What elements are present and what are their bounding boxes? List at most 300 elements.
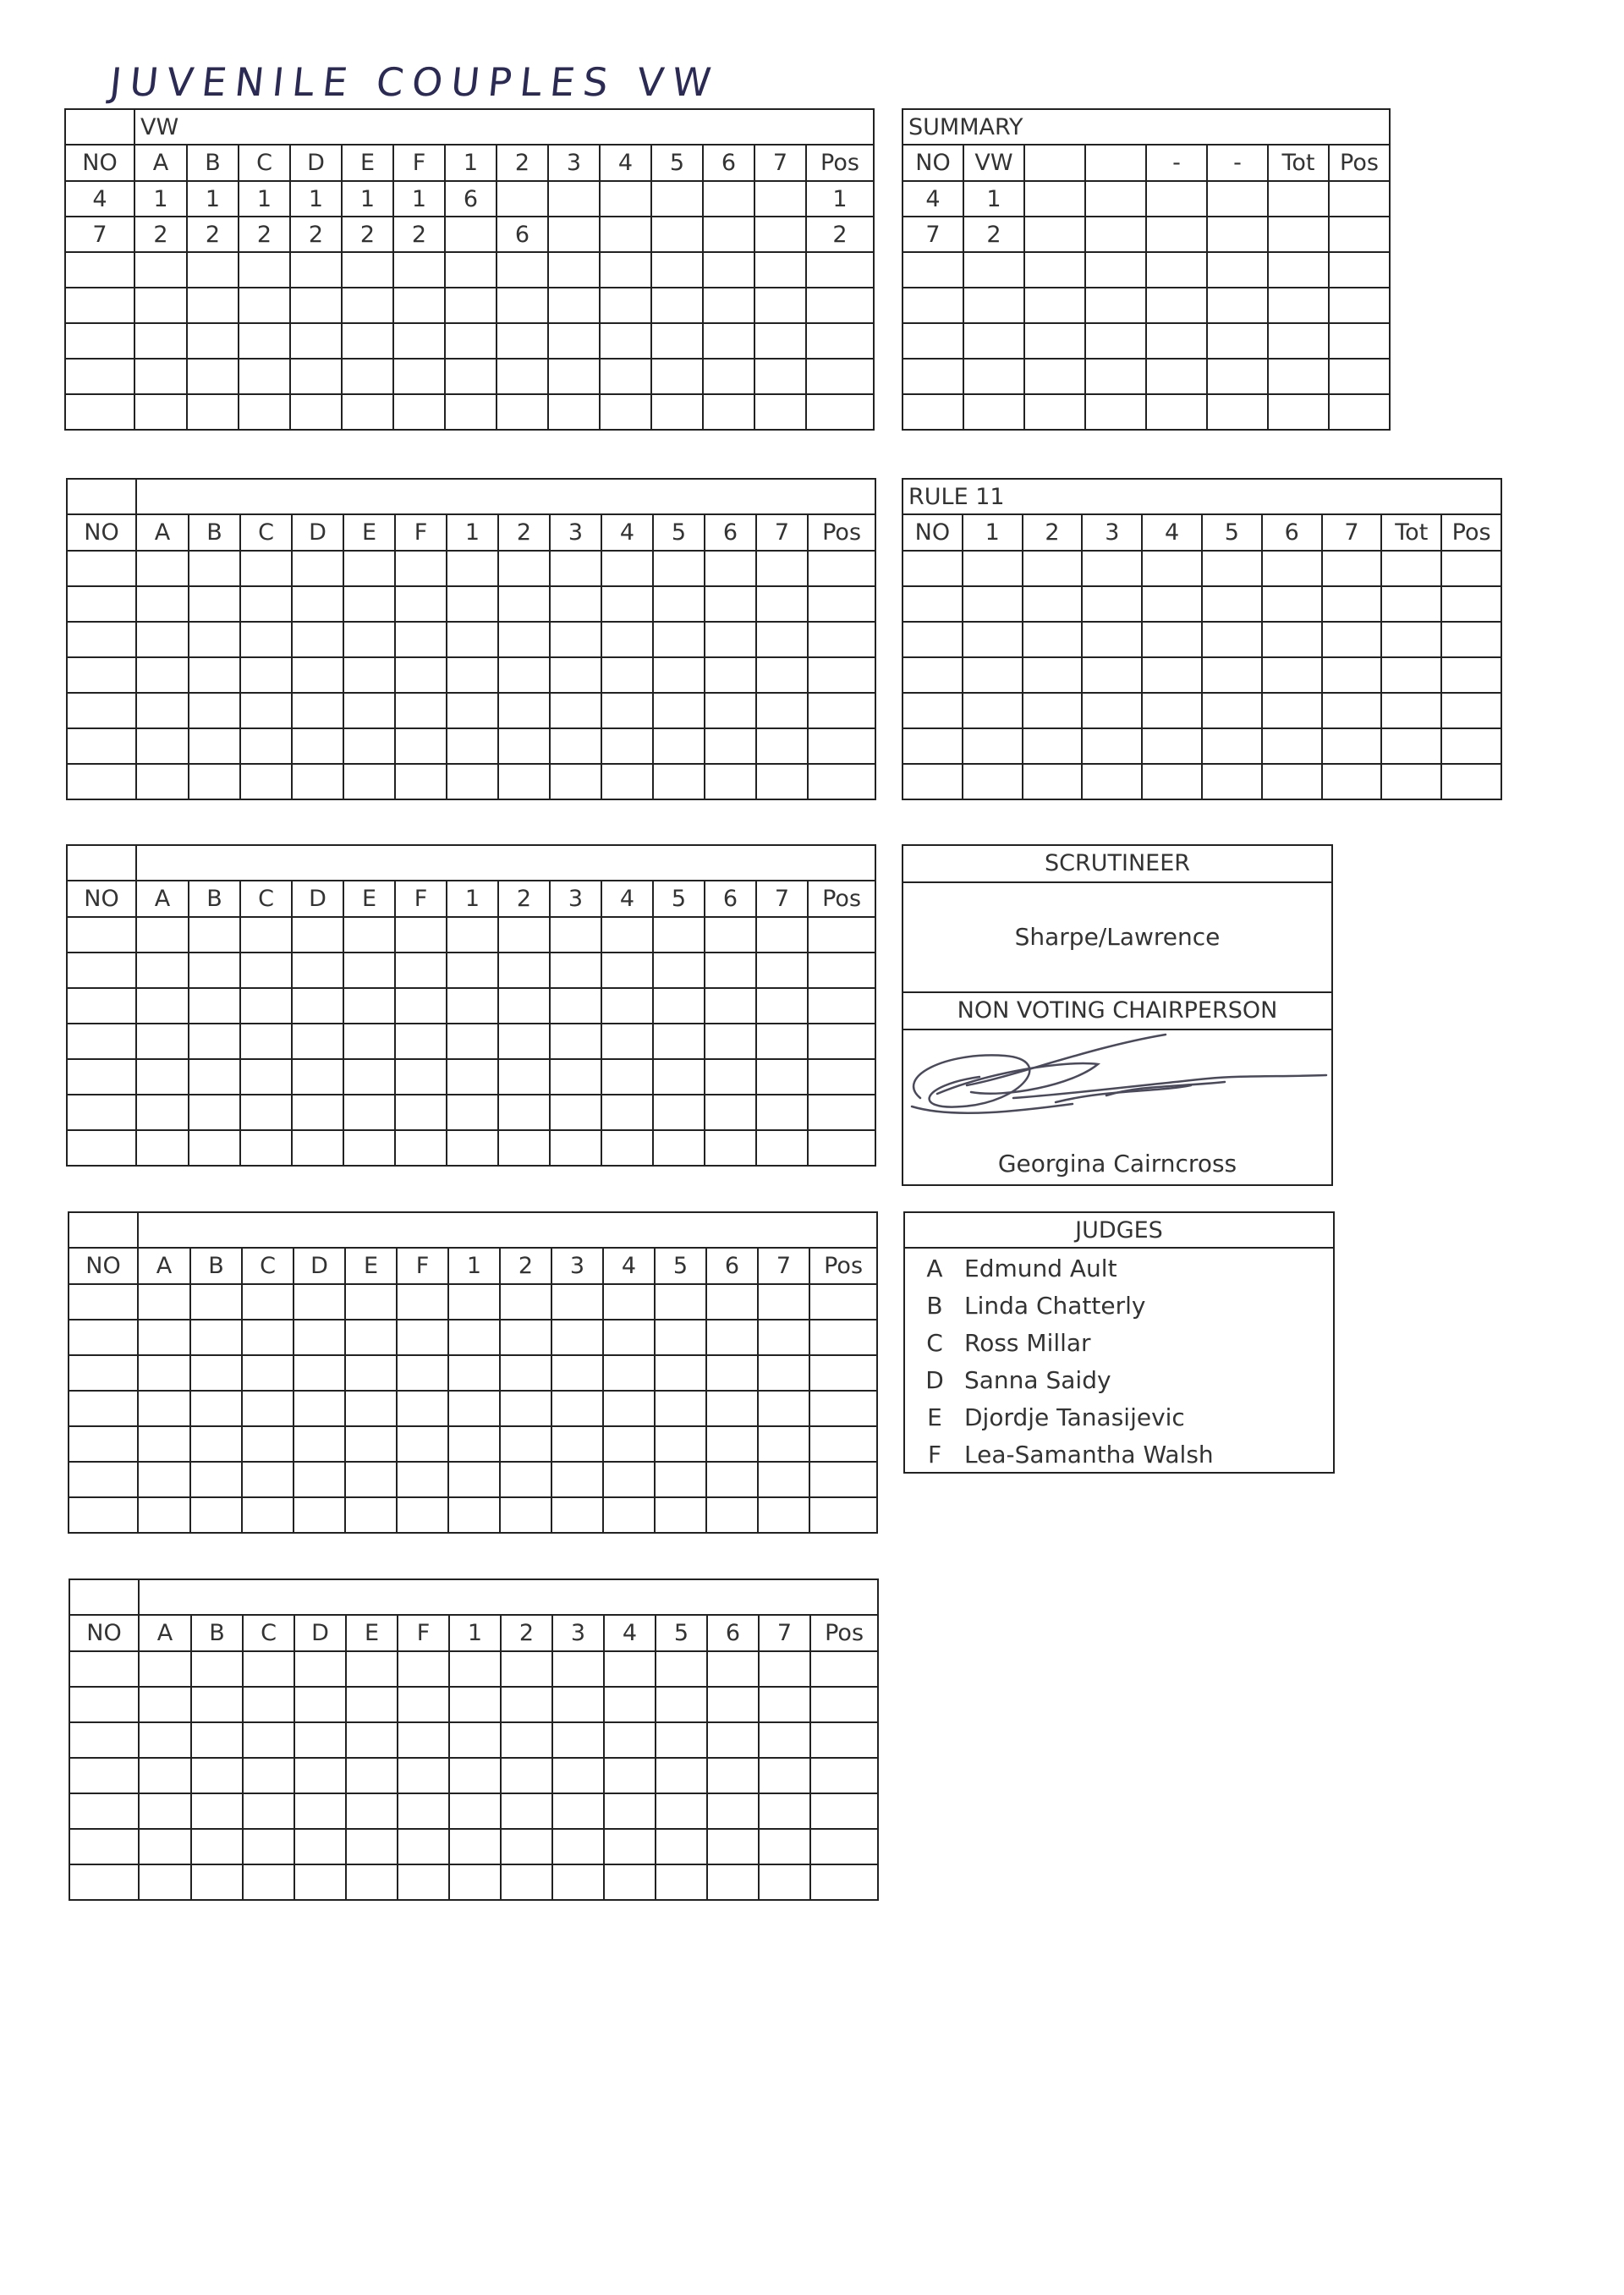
mark-cell <box>138 1497 190 1533</box>
mark-cell <box>756 728 808 764</box>
mark-cell <box>345 1462 397 1497</box>
mark-cell <box>398 1722 449 1758</box>
rule11-cell <box>1381 764 1441 799</box>
couple-number-cell <box>67 693 136 728</box>
mark-cell <box>447 551 498 586</box>
mark-cell <box>500 1462 551 1497</box>
couple-number-cell: 4 <box>65 181 134 217</box>
column-header: C <box>242 1248 294 1284</box>
mark-cell <box>655 1426 706 1462</box>
mark-cell <box>292 1059 343 1095</box>
rule11-cell <box>1322 551 1382 586</box>
judge-item <box>905 1436 1333 1474</box>
mark-cell <box>294 1793 346 1829</box>
mark-cell <box>240 988 292 1024</box>
rule11-cell <box>1142 586 1202 622</box>
mark-cell <box>292 586 343 622</box>
mark-cell <box>397 1284 448 1320</box>
mark-cell <box>498 657 550 693</box>
mark-cell <box>292 622 343 657</box>
mark-cell <box>290 323 342 359</box>
mark-cell <box>139 1758 191 1793</box>
mark-cell <box>447 953 498 988</box>
mark-cell <box>601 1095 653 1130</box>
mark-cell <box>500 1284 551 1320</box>
mark-cell <box>447 988 498 1024</box>
column-header: E <box>342 145 393 181</box>
rule11-cell <box>1262 622 1322 657</box>
mark-cell <box>294 1722 346 1758</box>
rule11-cell <box>1142 551 1202 586</box>
rule11-header: 7 <box>1322 514 1382 551</box>
mark-cell <box>653 764 705 799</box>
rule11-cell <box>1142 657 1202 693</box>
marks-table <box>66 844 876 1167</box>
mark-cell <box>758 1426 809 1462</box>
couple-number-cell <box>67 764 136 799</box>
couple-number-cell <box>69 1497 138 1533</box>
column-header: F <box>395 881 447 917</box>
mark-cell <box>187 323 239 359</box>
couple-number-cell <box>69 1651 139 1687</box>
mark-cell <box>600 359 651 394</box>
mark-cell <box>243 1829 294 1864</box>
column-header: D <box>292 881 343 917</box>
column-header: 6 <box>705 514 756 551</box>
mark-cell <box>548 323 600 359</box>
summary-cell <box>1207 181 1268 217</box>
mark-cell <box>754 217 806 252</box>
rule11-cell <box>963 764 1023 799</box>
judge-item <box>905 1250 1333 1288</box>
couple-number-cell <box>67 1095 136 1130</box>
mark-cell <box>603 1462 655 1497</box>
mark-cell <box>447 622 498 657</box>
mark-cell <box>604 1829 656 1864</box>
mark-cell <box>600 252 651 288</box>
mark-cell <box>703 217 754 252</box>
table-row <box>69 1651 878 1687</box>
mark-cell <box>500 1497 551 1533</box>
summary-cell <box>1146 394 1207 430</box>
mark-cell <box>653 657 705 693</box>
mark-cell <box>551 1355 603 1391</box>
mark-cell <box>290 359 342 394</box>
column-header: F <box>398 1615 449 1651</box>
mark-cell <box>703 323 754 359</box>
mark-cell <box>808 764 875 799</box>
mark-cell <box>292 917 343 953</box>
mark-cell <box>343 764 395 799</box>
summary-cell <box>1268 252 1329 288</box>
column-header: E <box>343 514 395 551</box>
mark-cell <box>191 1829 243 1864</box>
mark-cell <box>136 586 189 622</box>
dance-corner <box>65 109 134 145</box>
summary-cell <box>1268 323 1329 359</box>
mark-cell <box>136 622 189 657</box>
mark-cell <box>447 657 498 693</box>
mark-cell <box>810 1651 878 1687</box>
mark-cell <box>705 551 756 586</box>
judge-name: Linda Chatterly <box>964 1292 1146 1320</box>
mark-cell <box>653 1059 705 1095</box>
summary-cell <box>1085 394 1146 430</box>
mark-cell <box>445 288 497 323</box>
mark-cell <box>600 394 651 430</box>
summary-cell <box>1024 394 1085 430</box>
column-header: 4 <box>603 1248 655 1284</box>
mark-cell <box>808 917 875 953</box>
table-row <box>65 288 874 323</box>
table-row <box>903 252 1390 288</box>
mark-cell <box>756 1130 808 1166</box>
mark-cell <box>603 1426 655 1462</box>
mark-cell <box>189 988 240 1024</box>
column-header: C <box>240 514 292 551</box>
mark-cell <box>705 953 756 988</box>
couple-number-cell <box>69 1320 138 1355</box>
summary-cell <box>1085 359 1146 394</box>
mark-cell: 2 <box>342 217 393 252</box>
mark-cell: 1 <box>806 181 874 217</box>
mark-cell <box>138 1391 190 1426</box>
mark-cell <box>705 622 756 657</box>
summary-cell <box>1146 181 1207 217</box>
table-row <box>903 622 1501 657</box>
mark-cell <box>448 1497 500 1533</box>
mark-cell <box>758 1462 809 1497</box>
mark-cell <box>656 1829 707 1864</box>
couple-number-cell <box>67 728 136 764</box>
mark-cell <box>653 917 705 953</box>
marks-table <box>66 478 876 800</box>
mark-cell <box>497 359 548 394</box>
mark-cell: 2 <box>239 217 290 252</box>
mark-cell <box>395 586 447 622</box>
mark-cell <box>343 551 395 586</box>
mark-cell <box>655 1355 706 1391</box>
column-header: 2 <box>498 514 550 551</box>
mark-cell <box>550 657 601 693</box>
mark-cell <box>651 217 703 252</box>
table-row <box>69 1829 878 1864</box>
mark-cell <box>290 288 342 323</box>
rule11-cell <box>1381 586 1441 622</box>
summary-title: SUMMARY <box>903 109 1390 145</box>
rule11-cell <box>1322 764 1382 799</box>
mark-cell <box>498 917 550 953</box>
mark-cell <box>393 288 445 323</box>
mark-cell <box>498 693 550 728</box>
mark-cell <box>294 1462 345 1497</box>
summary-cell <box>1085 181 1146 217</box>
mark-cell <box>292 988 343 1024</box>
mark-cell <box>754 252 806 288</box>
mark-cell <box>342 323 393 359</box>
mark-cell <box>656 1758 707 1793</box>
mark-cell <box>705 657 756 693</box>
rule11-cell <box>1023 551 1083 586</box>
summary-cell <box>1329 217 1390 252</box>
mark-cell <box>447 586 498 622</box>
mark-cell <box>501 1829 552 1864</box>
mark-cell <box>497 394 548 430</box>
mark-cell <box>343 917 395 953</box>
mark-cell <box>810 1758 878 1793</box>
table-row <box>67 1095 875 1130</box>
column-header: 3 <box>548 145 600 181</box>
mark-cell <box>189 551 240 586</box>
summary-cell <box>1085 288 1146 323</box>
mark-cell <box>189 728 240 764</box>
mark-cell <box>655 1497 706 1533</box>
table-row <box>69 1793 878 1829</box>
column-header: 1 <box>445 145 497 181</box>
column-header: 2 <box>498 881 550 917</box>
mark-cell <box>243 1793 294 1829</box>
judge-letter: C <box>926 1329 943 1357</box>
rule11-cell <box>1082 764 1142 799</box>
mark-cell <box>397 1355 448 1391</box>
mark-cell <box>191 1793 243 1829</box>
table-row <box>903 217 1390 252</box>
rule11-header: 1 <box>963 514 1023 551</box>
mark-cell <box>294 1320 345 1355</box>
summary-cell <box>963 359 1024 394</box>
mark-cell <box>187 288 239 323</box>
mark-cell <box>601 764 653 799</box>
mark-cell <box>189 657 240 693</box>
column-header: E <box>343 881 395 917</box>
summary-cell <box>903 394 963 430</box>
mark-cell <box>136 917 189 953</box>
couple-number-cell <box>67 953 136 988</box>
table-row <box>903 323 1390 359</box>
rule11-cell <box>1142 693 1202 728</box>
dance-name-cell <box>136 479 875 514</box>
mark-cell <box>500 1355 551 1391</box>
mark-cell <box>552 1758 604 1793</box>
mark-cell <box>601 1059 653 1095</box>
mark-cell <box>139 1864 191 1900</box>
mark-cell <box>294 1497 345 1533</box>
column-header: 6 <box>703 145 754 181</box>
mark-cell <box>653 551 705 586</box>
column-header: Pos <box>808 514 875 551</box>
couple-number-cell <box>69 1829 139 1864</box>
mark-cell <box>448 1462 500 1497</box>
mark-cell <box>138 1284 190 1320</box>
mark-cell <box>346 1793 398 1829</box>
mark-cell <box>136 1130 189 1166</box>
rule11-cell <box>1142 764 1202 799</box>
couple-number-cell <box>69 1284 138 1320</box>
mark-cell: 1 <box>239 181 290 217</box>
mark-cell <box>398 1864 449 1900</box>
couple-number-cell <box>67 917 136 953</box>
rule11-cell <box>903 657 963 693</box>
mark-cell <box>810 1687 878 1722</box>
mark-cell <box>756 1095 808 1130</box>
mark-cell <box>346 1758 398 1793</box>
summary-header <box>1085 145 1146 181</box>
mark-cell <box>653 622 705 657</box>
mark-cell <box>756 622 808 657</box>
mark-cell <box>759 1722 810 1758</box>
table-row <box>65 252 874 288</box>
judge-item <box>905 1288 1333 1325</box>
table-row <box>67 728 875 764</box>
mark-cell <box>548 181 600 217</box>
summary-cell <box>1207 288 1268 323</box>
mark-cell <box>397 1426 448 1462</box>
rule11-cell <box>1202 586 1262 622</box>
mark-cell <box>345 1320 397 1355</box>
table-row <box>65 394 874 430</box>
mark-cell <box>651 394 703 430</box>
rule11-cell <box>1381 551 1441 586</box>
mark-cell <box>601 551 653 586</box>
mark-cell <box>604 1651 656 1687</box>
mark-cell <box>449 1651 501 1687</box>
table-row <box>69 1391 877 1426</box>
summary-cell <box>963 252 1024 288</box>
mark-cell <box>550 622 601 657</box>
mark-cell <box>705 1024 756 1059</box>
mark-cell <box>395 1024 447 1059</box>
table-row <box>69 1722 878 1758</box>
summary-header: NO <box>903 145 963 181</box>
marks-table <box>69 1578 879 1901</box>
mark-cell <box>139 1722 191 1758</box>
mark-cell <box>343 1130 395 1166</box>
summary-cell <box>963 394 1024 430</box>
mark-cell <box>242 1320 294 1355</box>
table-row <box>67 1130 875 1166</box>
mark-cell <box>600 217 651 252</box>
judge-item <box>905 1399 1333 1436</box>
rule11-header: 5 <box>1202 514 1262 551</box>
column-header: B <box>190 1248 242 1284</box>
mark-cell: 1 <box>187 181 239 217</box>
judge-letter: A <box>926 1255 943 1282</box>
table-row <box>903 551 1501 586</box>
column-header: 6 <box>705 881 756 917</box>
mark-cell <box>756 988 808 1024</box>
mark-cell <box>447 728 498 764</box>
column-header: 3 <box>551 1248 603 1284</box>
mark-cell <box>342 359 393 394</box>
mark-cell <box>551 1320 603 1355</box>
mark-cell <box>138 1426 190 1462</box>
mark-cell: 2 <box>187 217 239 252</box>
mark-cell <box>398 1793 449 1829</box>
column-header: C <box>240 881 292 917</box>
mark-cell <box>448 1320 500 1355</box>
mark-cell <box>809 1426 877 1462</box>
mark-cell <box>292 764 343 799</box>
mark-cell <box>345 1284 397 1320</box>
mark-cell <box>187 252 239 288</box>
mark-cell <box>189 1059 240 1095</box>
couple-number-cell <box>67 657 136 693</box>
mark-cell <box>242 1284 294 1320</box>
mark-cell <box>292 728 343 764</box>
summary-header: - <box>1146 145 1207 181</box>
table-row <box>903 359 1390 394</box>
mark-cell <box>754 288 806 323</box>
dance-name-cell <box>138 1212 877 1248</box>
table-row <box>67 764 875 799</box>
mark-cell <box>189 622 240 657</box>
mark-cell <box>808 657 875 693</box>
rule11-cell <box>963 586 1023 622</box>
mark-cell <box>758 1284 809 1320</box>
mark-cell <box>239 252 290 288</box>
rule11-header: Tot <box>1381 514 1441 551</box>
mark-cell <box>498 1095 550 1130</box>
couple-number-cell <box>69 1864 139 1900</box>
mark-cell <box>134 288 187 323</box>
mark-cell <box>651 252 703 288</box>
mark-cell <box>242 1462 294 1497</box>
mark-cell <box>138 1355 190 1391</box>
mark-cell <box>604 1687 656 1722</box>
table-row <box>65 359 874 394</box>
rule11-cell <box>1441 551 1501 586</box>
table-row <box>65 217 874 252</box>
mark-cell <box>656 1722 707 1758</box>
mark-cell <box>395 728 447 764</box>
mark-cell <box>239 359 290 394</box>
mark-cell <box>548 288 600 323</box>
rule11-cell <box>1202 551 1262 586</box>
mark-cell <box>810 1722 878 1758</box>
mark-cell <box>604 1758 656 1793</box>
mark-cell <box>808 1059 875 1095</box>
column-header: 5 <box>655 1248 706 1284</box>
mark-cell <box>706 1462 758 1497</box>
rule11-header: NO <box>903 514 963 551</box>
mark-cell <box>653 988 705 1024</box>
mark-cell <box>497 323 548 359</box>
table-row <box>67 551 875 586</box>
mark-cell <box>703 359 754 394</box>
mark-cell <box>552 1651 604 1687</box>
rule11-cell <box>1262 693 1322 728</box>
mark-cell <box>758 1320 809 1355</box>
column-header: NO <box>65 145 134 181</box>
mark-cell <box>809 1284 877 1320</box>
mark-cell <box>343 953 395 988</box>
couple-number-cell <box>69 1391 138 1426</box>
summary-cell <box>1024 359 1085 394</box>
mark-cell <box>346 1722 398 1758</box>
couple-number-cell <box>65 323 134 359</box>
mark-cell <box>497 181 548 217</box>
dance-corner <box>69 1579 139 1615</box>
mark-cell <box>294 1758 346 1793</box>
dance-name-cell <box>136 845 875 881</box>
mark-cell <box>345 1355 397 1391</box>
couple-number-cell <box>65 394 134 430</box>
mark-cell <box>808 693 875 728</box>
mark-cell <box>449 1864 501 1900</box>
mark-cell <box>758 1355 809 1391</box>
mark-cell <box>756 657 808 693</box>
table-row <box>69 1758 878 1793</box>
